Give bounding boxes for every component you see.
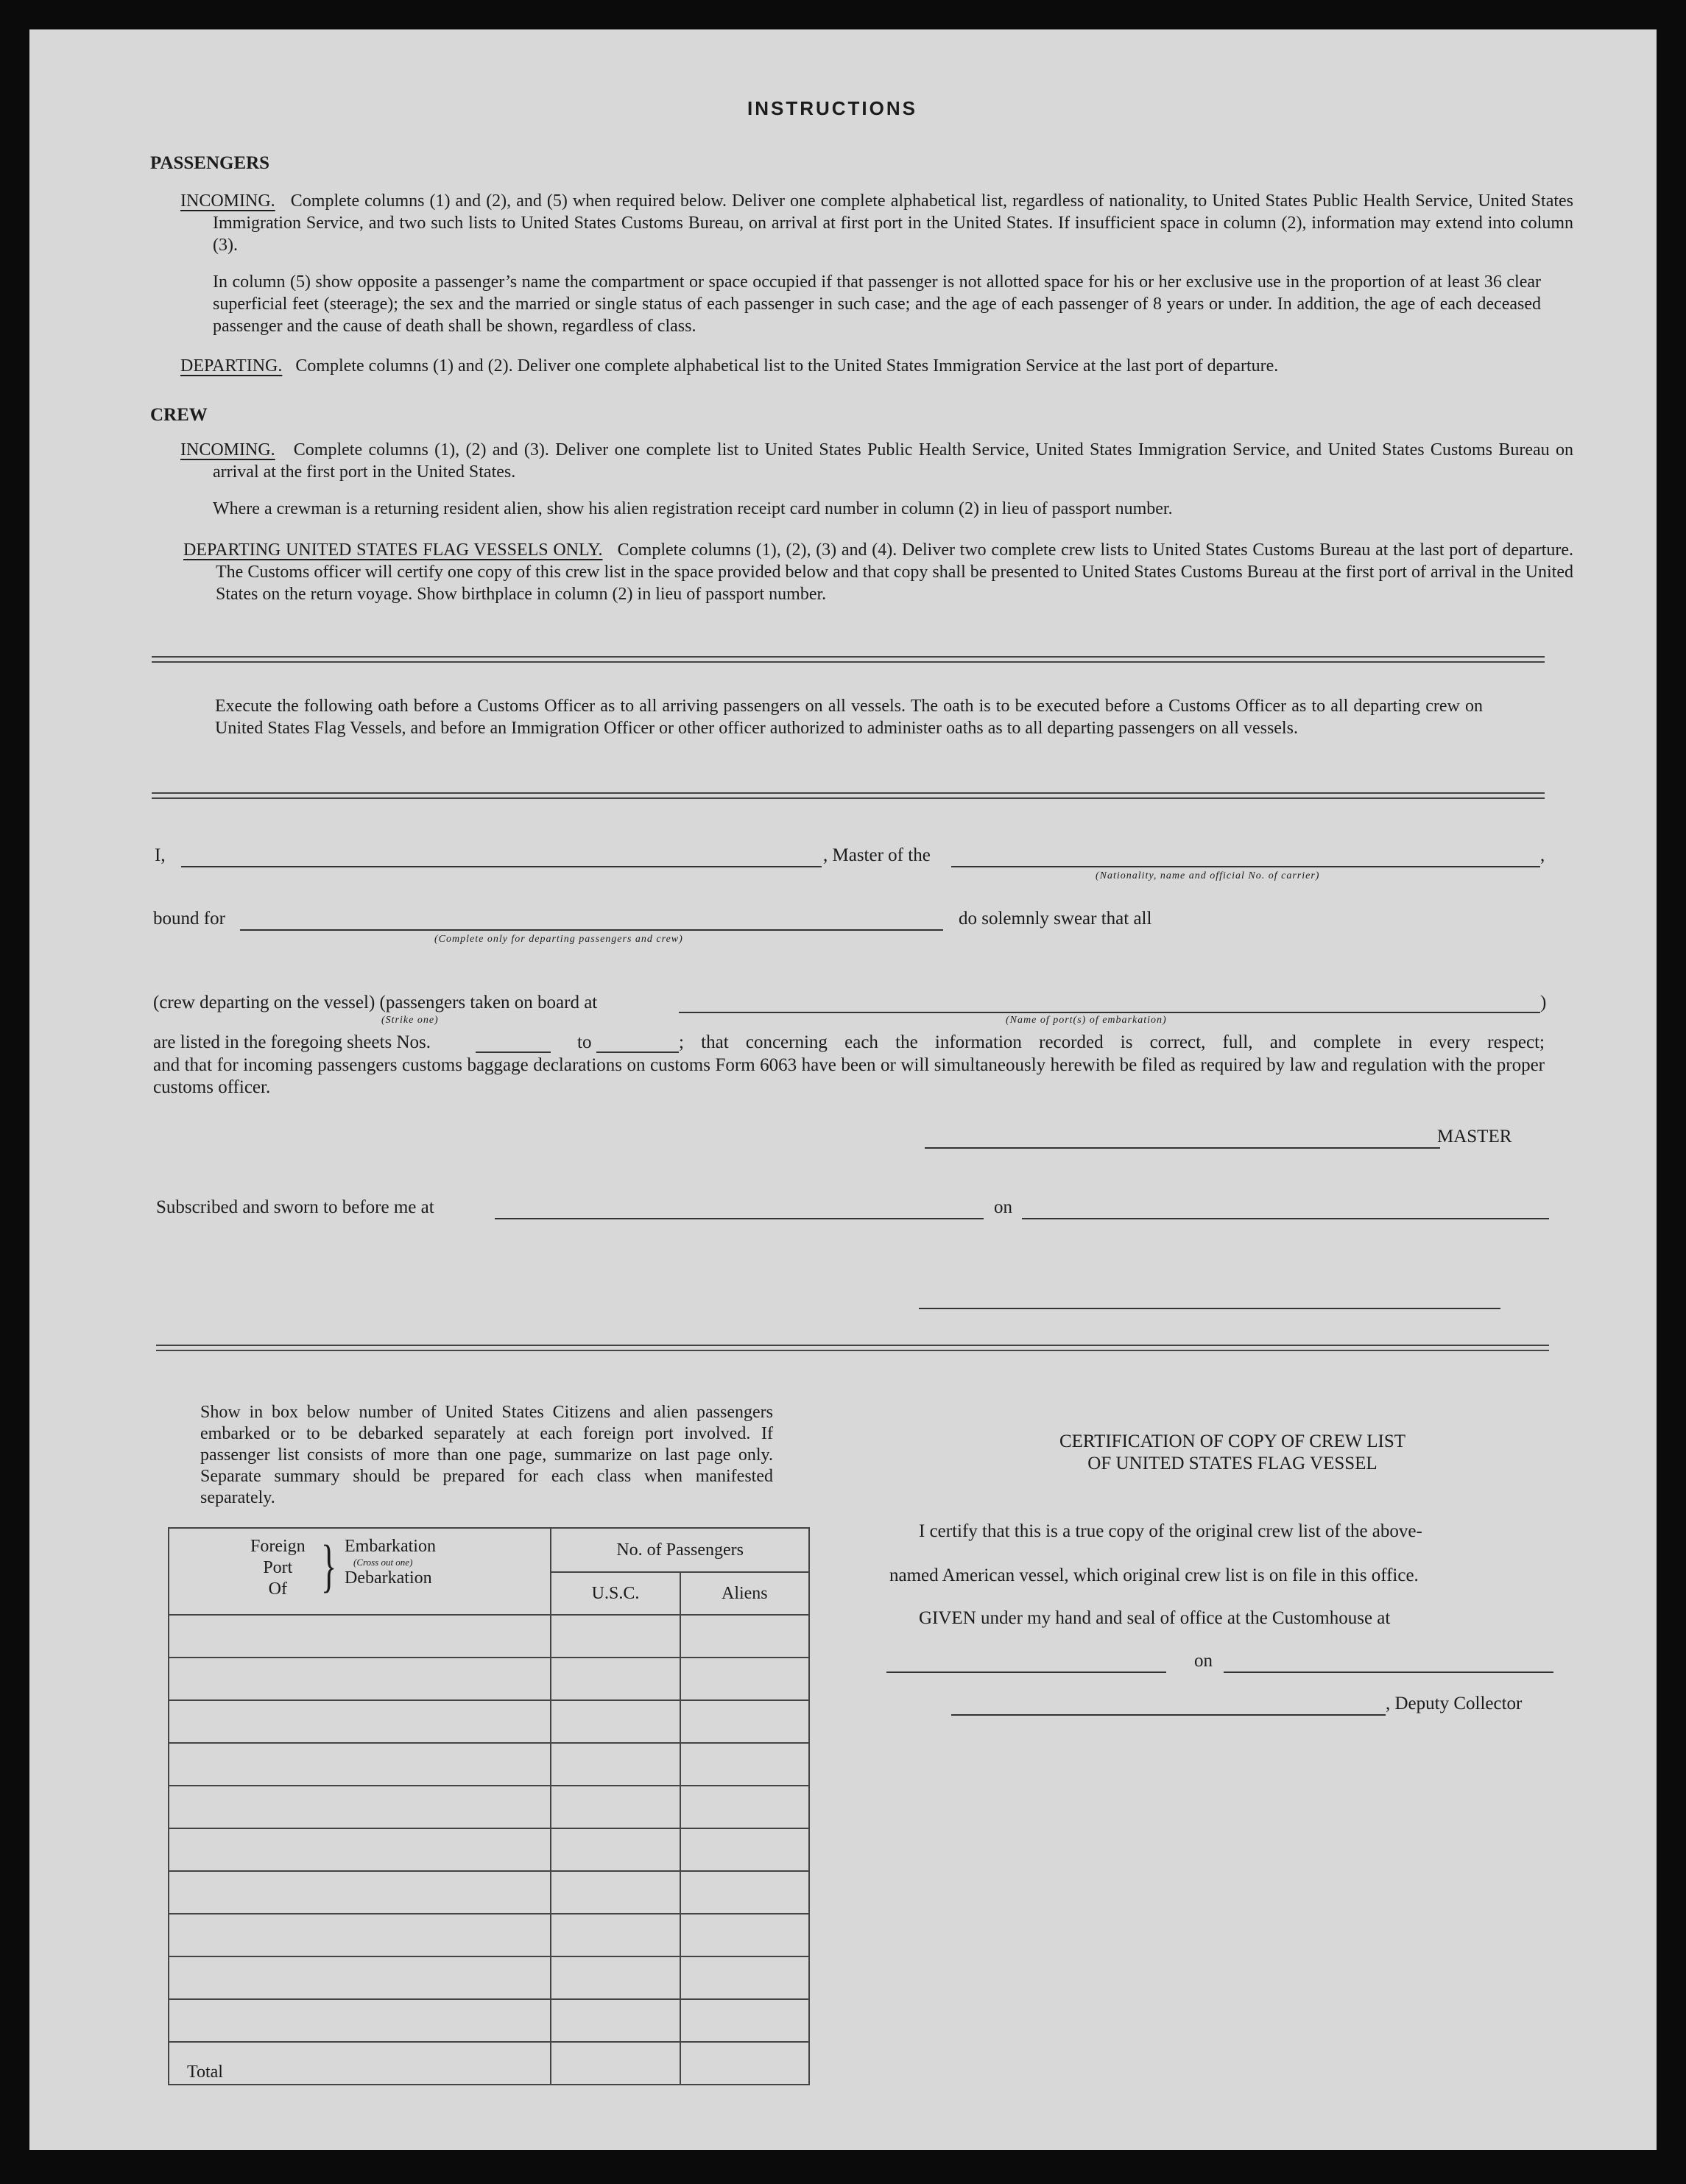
- port-cell[interactable]: [169, 1743, 551, 1786]
- usc-cell[interactable]: [551, 1871, 680, 1914]
- deputy-collector-signature-field[interactable]: [951, 1714, 1386, 1716]
- table-row: [169, 1743, 809, 1786]
- aliens-cell[interactable]: [680, 1700, 809, 1743]
- port-cell[interactable]: [169, 1999, 551, 2042]
- table-row: [169, 1828, 809, 1871]
- aliens-cell[interactable]: [680, 1956, 809, 1999]
- port-label: Port: [263, 1558, 293, 1577]
- usc-cell[interactable]: [551, 1786, 680, 1828]
- crew-incoming-paragraph: [180, 439, 1573, 483]
- carrier-caption: (Nationality, name and official No. of carrier): [1096, 870, 1320, 881]
- oath-i-label: I,: [155, 845, 166, 865]
- crew-resident-paragraph: Where a crewman is a returning resident alien, show his alien registration receipt card number in column (2) in lieu of passport number.: [213, 499, 1173, 518]
- crew-departing-text: Complete columns (1), (2), (3) and (4). Deliver two complete crew lists to United States Customs Bureau at the last port of departure. The Customs officer will certify one copy of this crew list in the space provided below and that copy shall be presented to United States Customs Bureau at the first port of arrival in the United States on the return voyage. Show birthplace in column (2) in lieu of passport number.: [216, 540, 1574, 604]
- usc-header: U.S.C.: [551, 1572, 680, 1615]
- certification-on-label: on: [1194, 1651, 1213, 1671]
- subscribed-date-field[interactable]: [1022, 1218, 1549, 1219]
- summary-instructions: Show in box below number of United States Citizens and alien passengers embarked or to be debarked separately at each foreign port involved. If passenger list consists of more than one page, summarize on last page only. Separate summary should be prepared for each class when manifested separately.: [200, 1403, 773, 1507]
- passengers-heading: PASSENGERS: [150, 153, 270, 173]
- crew-departing-paragraph: [183, 539, 1573, 605]
- strike-one-caption: (Strike one): [381, 1015, 439, 1026]
- usc-cell[interactable]: [551, 1658, 680, 1700]
- sheet-to-field[interactable]: [596, 1052, 679, 1053]
- instructions-title: INSTRUCTIONS: [747, 97, 917, 119]
- foreign-label: Foreign: [250, 1537, 306, 1556]
- embark-debark-choice[interactable]: [345, 1536, 436, 1589]
- sheets-to-label: to: [577, 1032, 592, 1052]
- bound-for-caption: (Complete only for departing passengers and crew): [434, 934, 683, 945]
- table-row: [169, 1914, 809, 1956]
- master-signature-field[interactable]: [925, 1147, 1440, 1149]
- section-divider: [152, 792, 1545, 799]
- crew-heading: CREW: [150, 405, 208, 425]
- table-row: [169, 1871, 809, 1914]
- carrier-field[interactable]: [951, 866, 1540, 867]
- usc-cell[interactable]: [551, 1828, 680, 1871]
- aliens-cell[interactable]: [680, 1828, 809, 1871]
- aliens-cell[interactable]: [680, 1786, 809, 1828]
- ports-of-embarkation-field[interactable]: [679, 1012, 1540, 1013]
- usc-cell[interactable]: [551, 1700, 680, 1743]
- passengers-departing-text: Complete columns (1) and (2). Deliver one complete alphabetical list to the United States Immigration Service at the last port of departure.: [295, 356, 1279, 376]
- port-cell[interactable]: [169, 1658, 551, 1700]
- swear-text: do solemnly swear that all: [959, 909, 1152, 929]
- table-row: [169, 1658, 809, 1700]
- ports-caption: (Name of port(s) of embarkation): [1006, 1015, 1167, 1026]
- table-row: [169, 1999, 809, 2042]
- bound-for-label: bound for: [153, 909, 225, 929]
- embarkation-label: Embarkation: [345, 1537, 436, 1556]
- certification-line3: GIVEN under my hand and seal of office at the Customhouse at: [919, 1608, 1391, 1628]
- section-divider: [152, 656, 1545, 663]
- aliens-total-cell[interactable]: [680, 2042, 809, 2085]
- port-cell[interactable]: [169, 1914, 551, 1956]
- bound-for-field[interactable]: [240, 929, 943, 931]
- usc-cell[interactable]: [551, 1743, 680, 1786]
- section-divider: [156, 1345, 1549, 1351]
- subscribed-place-field[interactable]: [495, 1218, 984, 1219]
- passengers-departing-label: DEPARTING.: [180, 356, 283, 376]
- oath-instructions: Execute the following oath before a Customs Officer as to all arriving passengers on all vessels. The oath is to be executed before a Customs Officer as to all departing crew on United States Flag Vessels, and before an Immigration Officer or other officer authorized to administer oaths as to all departing passengers on all vessels.: [215, 697, 1483, 738]
- table-row: [169, 1700, 809, 1743]
- master-name-field[interactable]: [181, 866, 822, 867]
- total-row: [169, 2042, 809, 2085]
- port-cell[interactable]: [169, 1828, 551, 1871]
- aliens-cell[interactable]: [680, 1914, 809, 1956]
- debarkation-label: Debarkation: [345, 1568, 432, 1588]
- port-cell[interactable]: [169, 1700, 551, 1743]
- table-row: [169, 1786, 809, 1828]
- crew-incoming-text: Complete columns (1), (2) and (3). Deliver one complete list to United States Public Health Service, United States Immigration Service, and United States Customs Bureau on arrival at the first port in the United States.: [213, 440, 1573, 482]
- passengers-incoming-paragraph: [180, 190, 1573, 256]
- table-row: [169, 1615, 809, 1658]
- officer-signature-field[interactable]: [919, 1308, 1500, 1309]
- passengers-column5-paragraph: In column (5) show opposite a passenger’s name the compartment or space occupied if that passenger is not allotted space for his or her exclusive use in the proportion of at least 36 clear superficial feet (steerage); the sex and the married or single status of each passenger in such case; and the age of each passenger of 8 years or under. In addition, the age of each deceased passenger and the cause of death shall be shown, regardless of class.: [213, 272, 1541, 336]
- port-cell[interactable]: [169, 1956, 551, 1999]
- subscribed-label: Subscribed and sworn to before me at: [156, 1197, 434, 1217]
- oath-continuation: and that for incoming passengers customs baggage declarations on customs Form 6063 have been or will simultaneously herewith be filed as required by law and regulation with the proper customs officer.: [153, 1055, 1545, 1097]
- foreign-port-of: [250, 1536, 306, 1600]
- table-row: [169, 1956, 809, 1999]
- aliens-cell[interactable]: [680, 1615, 809, 1658]
- passenger-summary-table: [168, 1527, 810, 2085]
- sheet-from-field[interactable]: [476, 1052, 551, 1053]
- cross-out-caption: (Cross out one): [353, 1557, 413, 1568]
- crew-departing-label: DEPARTING UNITED STATES FLAG VESSELS ONLY.: [183, 540, 603, 560]
- usc-cell[interactable]: [551, 1615, 680, 1658]
- carrier-comma: ,: [1540, 845, 1545, 865]
- no-of-passengers-header: No. of Passengers: [551, 1528, 809, 1572]
- of-label: Of: [268, 1579, 287, 1599]
- close-paren: ): [1540, 993, 1547, 1012]
- sheets-prefix: are listed in the foregoing sheets Nos.: [153, 1032, 431, 1052]
- aliens-cell[interactable]: [680, 1999, 809, 2042]
- deputy-collector-label: , Deputy Collector: [1386, 1694, 1523, 1713]
- master-label: MASTER: [1437, 1127, 1512, 1146]
- port-cell[interactable]: [169, 1786, 551, 1828]
- certification-date-field[interactable]: [1224, 1672, 1553, 1673]
- crew-passengers-text: (crew departing on the vessel) (passengers taken on board at: [153, 993, 598, 1012]
- usc-cell[interactable]: [551, 1914, 680, 1956]
- aliens-cell[interactable]: [680, 1743, 809, 1786]
- total-label: Total: [169, 2042, 551, 2085]
- passengers-departing-paragraph: [180, 355, 1541, 377]
- certification-title-line2: OF UNITED STATES FLAG VESSEL: [1087, 1454, 1378, 1473]
- sheets-text: ; that concerning each the information recorded is correct, full, and complete in every respect;: [679, 1032, 1545, 1052]
- passengers-incoming-label: INCOMING.: [180, 191, 275, 211]
- port-cell[interactable]: [169, 1615, 551, 1658]
- customhouse-field[interactable]: [886, 1672, 1166, 1673]
- usc-cell[interactable]: [551, 1956, 680, 1999]
- passengers-incoming-text: Complete columns (1) and (2), and (5) when required below. Deliver one complete alphabetical list, regardless of nationality, to United States Public Health Service, United States Immigration Service, and two such lists to United States Customs Bureau, on arrival at first port in the United States. If insufficient space in column (2), information may extend into column (3).: [213, 191, 1574, 255]
- aliens-cell[interactable]: [680, 1658, 809, 1700]
- aliens-header: Aliens: [680, 1572, 809, 1615]
- usc-total-cell[interactable]: [551, 2042, 680, 2085]
- port-header-cell: [169, 1528, 551, 1615]
- form-page: [29, 29, 1657, 2150]
- crew-incoming-label: INCOMING.: [180, 440, 275, 459]
- certification-line1: I certify that this is a true copy of the original crew list of the above-: [919, 1521, 1422, 1541]
- master-of-the-label: , Master of the: [823, 845, 931, 865]
- certification-line2: named American vessel, which original crew list is on file in this office.: [889, 1565, 1419, 1585]
- right-brace-icon: }: [321, 1533, 337, 1599]
- port-cell[interactable]: [169, 1871, 551, 1914]
- subscribed-on-label: on: [994, 1197, 1012, 1217]
- certification-title-line1: CERTIFICATION OF COPY OF CREW LIST: [1059, 1431, 1406, 1451]
- usc-cell[interactable]: [551, 1999, 680, 2042]
- aliens-cell[interactable]: [680, 1871, 809, 1914]
